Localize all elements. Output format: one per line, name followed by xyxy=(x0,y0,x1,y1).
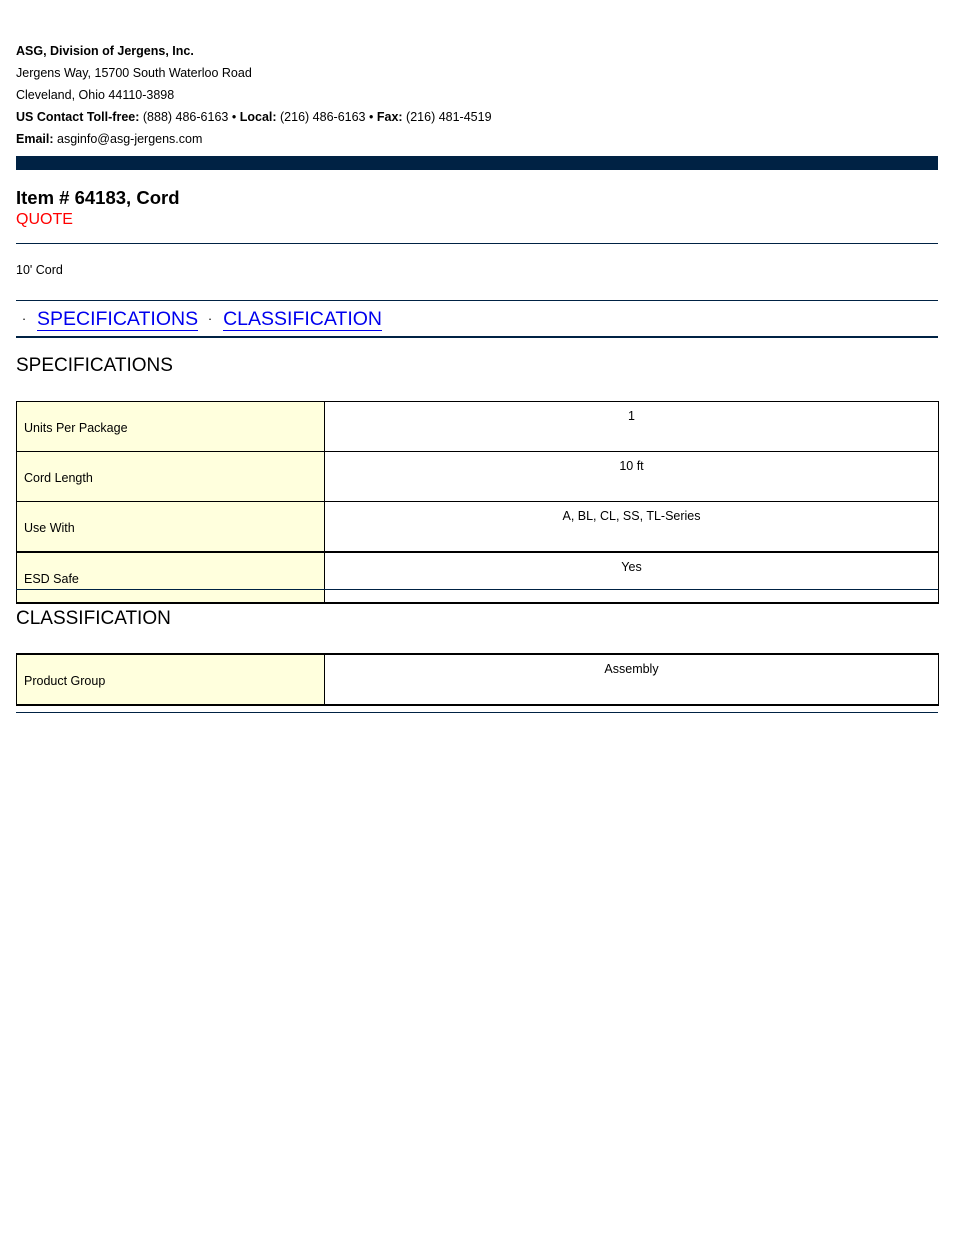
tollfree-value: (888) 486-6163 xyxy=(142,110,229,124)
section-nav xyxy=(16,301,938,338)
header-bar xyxy=(16,156,938,170)
local-label: Local: xyxy=(239,110,277,124)
spec-label: ESD Safe xyxy=(17,552,325,603)
separator: • xyxy=(231,110,237,124)
local-value: (216) 486-6163 xyxy=(280,110,366,124)
address-line-1: Jergens Way, 15700 South Waterloo Road xyxy=(16,66,252,80)
classification-label: Product Group xyxy=(17,654,325,705)
company-contact-block xyxy=(16,40,938,150)
fax-value: (216) 481-4519 xyxy=(406,110,492,124)
email-label: Email: xyxy=(16,132,54,146)
separator: • xyxy=(368,110,374,124)
quote-link[interactable]: QUOTE xyxy=(16,211,73,228)
spec-value: 1 xyxy=(325,402,939,452)
specifications-table xyxy=(16,401,939,604)
table-row xyxy=(17,654,939,705)
spec-label: Cord Length xyxy=(17,452,325,502)
email-value: asginfo@asg-jergens.com xyxy=(57,132,203,146)
tollfree-label: US Contact Toll-free: xyxy=(16,110,140,124)
spec-label: Units Per Package xyxy=(17,402,325,452)
nav-bullet: · xyxy=(207,311,213,326)
classification-value: Assembly xyxy=(325,654,939,705)
specifications-heading: SPECIFICATIONS xyxy=(16,355,173,376)
table-row xyxy=(17,452,939,502)
phone-line xyxy=(16,106,938,128)
divider xyxy=(16,712,938,713)
fax-label: Fax: xyxy=(376,110,403,124)
classification-table xyxy=(16,653,939,706)
classification-heading: CLASSIFICATION xyxy=(16,608,171,629)
table-row xyxy=(17,502,939,553)
spec-value: A, BL, CL, SS, TL-Series xyxy=(325,502,939,553)
item-description: 10' Cord xyxy=(16,263,63,277)
address-line-2: Cleveland, Ohio 44110-3898 xyxy=(16,88,175,102)
spec-value: 10 ft xyxy=(325,452,939,502)
nav-link-classification[interactable]: CLASSIFICATION xyxy=(223,308,382,330)
spec-label: Use With xyxy=(17,502,325,553)
table-row xyxy=(17,552,939,603)
divider xyxy=(16,589,938,590)
nav-bullet: · xyxy=(21,311,27,326)
company-name: ASG, Division of Jergens, Inc. xyxy=(16,44,194,58)
divider xyxy=(16,243,938,244)
nav-link-specifications[interactable]: SPECIFICATIONS xyxy=(37,308,199,330)
spec-value: Yes xyxy=(325,552,939,603)
email-line xyxy=(16,128,938,150)
table-row xyxy=(17,402,939,452)
item-title: Item # 64183, Cord xyxy=(16,187,180,208)
